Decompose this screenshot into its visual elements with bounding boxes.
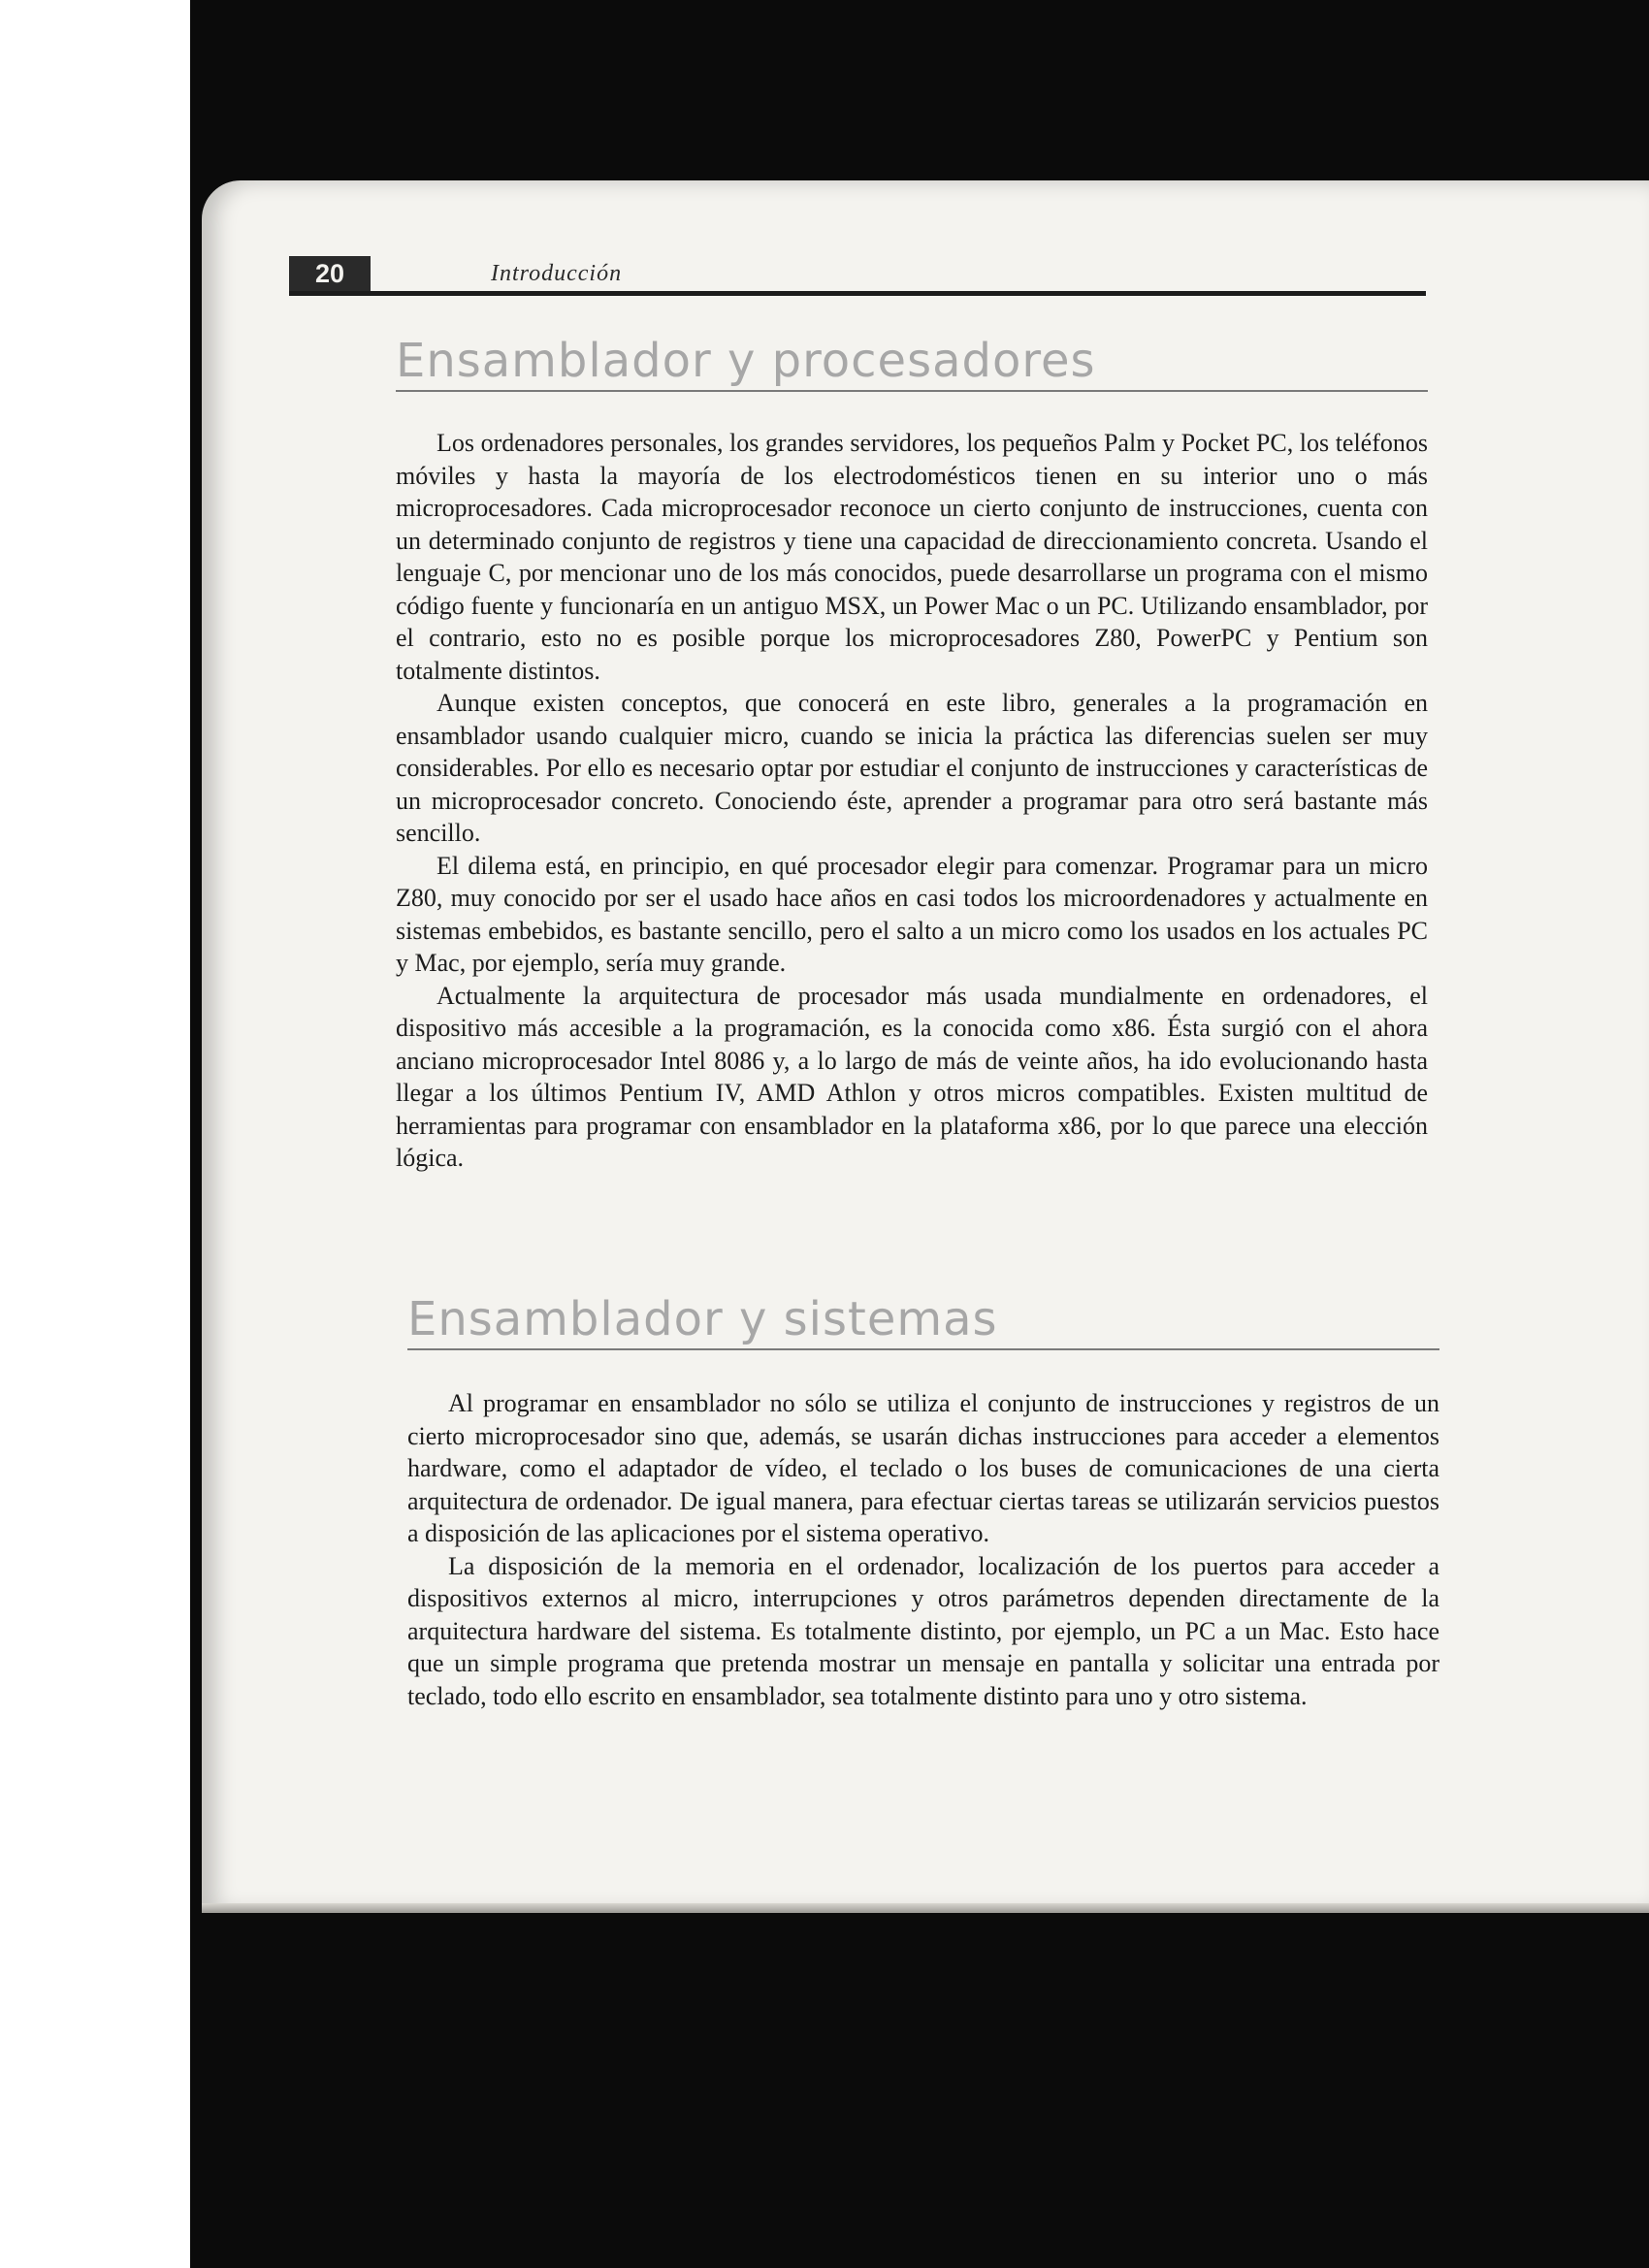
section-body-sistemas <box>407 1387 1439 1712</box>
page-number: 20 <box>289 256 371 291</box>
page-edge <box>202 1903 1649 1913</box>
section-heading-procesadores: Ensamblador y procesadores <box>396 334 1428 392</box>
book-page <box>202 180 1649 1912</box>
paragraph: Actualmente la arquitectura de procesador más usada mundialmente en ordenadores, el dispositivo más accesible a la programación, es la conocida como x86. Ésta surgió con el ahora anciano microprocesador Intel 8086 y, a lo largo de más de veinte años, ha ido evolucionando hasta llegar a los últimos Pentium IV, AMD Athlon y otros micros compatibles. Existen multitud de herramientas para programar con ensamblador en la plataforma x86, por lo que parece una elección lógica. <box>396 981 1428 1172</box>
paragraph: Los ordenadores personales, los grandes servidores, los pequeños Palm y Pocket PC, los teléfonos móviles y hasta la mayoría de los electrodomésticos tienen en su interior uno o más microprocesadores. Cada microprocesador reconoce un cierto conjunto de instrucciones, cuenta con un determinado conjunto de registros y tiene una capacidad de direccionamiento concreta. Usando el lenguaje C, por mencionar uno de los más conocidos, puede desarrollarse un programa con el mismo código fuente y funcionaría en un antiguo MSX, un Power Mac o un PC. Utilizando ensamblador, por el contrario, esto no es posible porque los microprocesadores Z80, PowerPC y Pentium son totalmente distintos. <box>396 429 1428 685</box>
paragraph: Al programar en ensamblador no sólo se utiliza el conjunto de instrucciones y registros de un cierto microprocesador sino que, además, se usarán dichas instrucciones para acceder a elementos hardware, como el adaptador de vídeo, el teclado o los buses de comunicaciones de una cierta arquitectura de ordenador. De igual manera, para efectuar ciertas tareas se utilizarán servicios puestos a disposición de las aplicaciones por el sistema operativo. <box>407 1389 1439 1547</box>
running-title: Introducción <box>491 261 623 286</box>
running-header <box>289 256 1426 296</box>
section-body-procesadores <box>396 427 1428 1175</box>
section-heading-sistemas: Ensamblador y sistemas <box>407 1292 1439 1350</box>
paragraph: El dilema está, en principio, en qué procesador elegir para comenzar. Programar para un micro Z80, muy conocido por ser el usado hace años en casi todos los microordenadores y actualmente en sistemas embebidos, es bastante sencillo, pero el salto a un micro como los usados en los actuales PC y Mac, por ejemplo, sería muy grande. <box>396 851 1428 977</box>
paragraph: La disposición de la memoria en el ordenador, localización de los puertos para acceder a dispositivos externos al micro, interrupciones y otros parámetros dependen directamente de la arquitectura hardware del sistema. Es totalmente distinto, por ejemplo, un PC a un Mac. Esto hace que un simple programa que pretenda mostrar un mensaje en pantalla y solicitar una entrada por teclado, todo ello escrito en ensamblador, sea totalmente distinto para uno y otro sistema. <box>407 1551 1439 1710</box>
paragraph: Aunque existen conceptos, que conocerá en este libro, generales a la programación en ensamblador usando cualquier micro, cuando se inicia la práctica las diferencias suelen ser muy considerables. Por ello es necesario optar por estudiar el conjunto de instrucciones y características de un microprocesador concreto. Conociendo éste, aprender a programar para otro será bastante más sencillo. <box>396 689 1428 847</box>
